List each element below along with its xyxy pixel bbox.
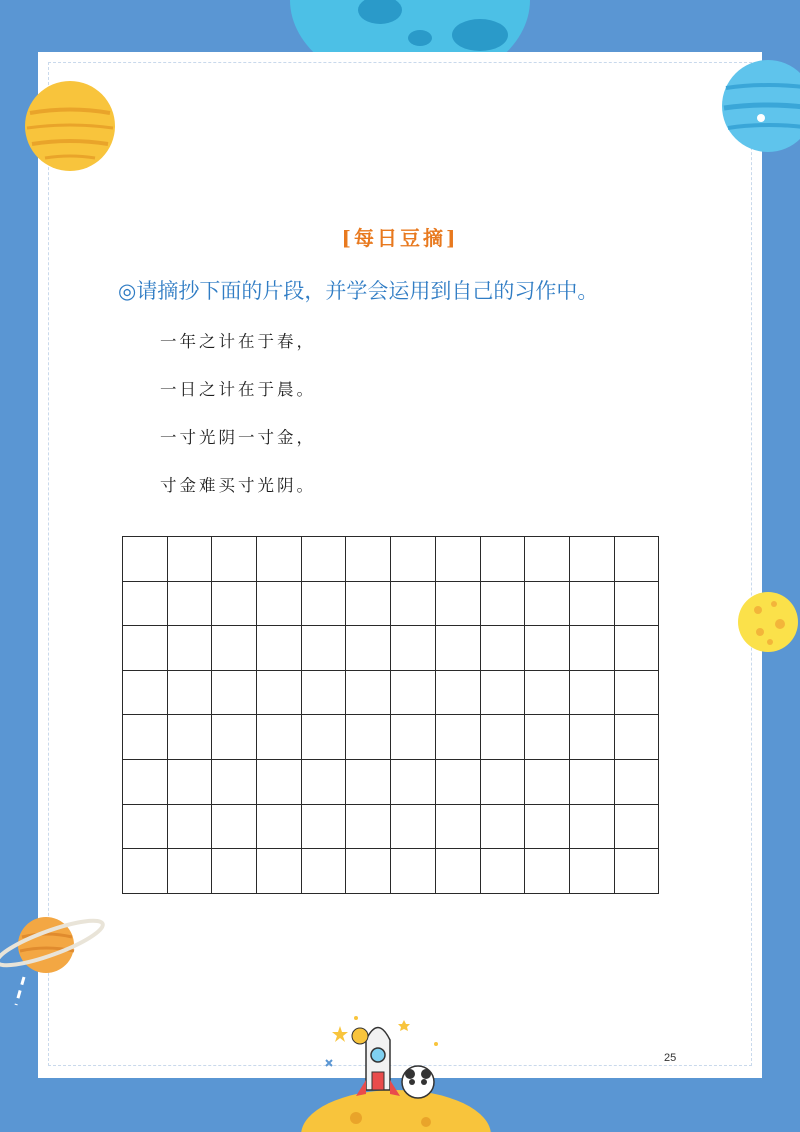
writing-cell[interactable] <box>346 537 391 582</box>
writing-cell[interactable] <box>480 759 525 804</box>
writing-cell[interactable] <box>212 537 257 582</box>
grid-row <box>123 670 659 715</box>
writing-cell[interactable] <box>257 537 302 582</box>
writing-cell[interactable] <box>212 715 257 760</box>
writing-cell[interactable] <box>435 804 480 849</box>
writing-cell[interactable] <box>525 670 570 715</box>
yellow-spotted-moon-icon <box>736 590 800 654</box>
writing-cell[interactable] <box>391 670 436 715</box>
writing-cell[interactable] <box>167 804 212 849</box>
writing-cell[interactable] <box>212 759 257 804</box>
writing-cell[interactable] <box>569 626 614 671</box>
writing-cell[interactable] <box>257 626 302 671</box>
writing-cell[interactable] <box>346 670 391 715</box>
writing-cell[interactable] <box>346 715 391 760</box>
writing-cell[interactable] <box>301 715 346 760</box>
writing-cell[interactable] <box>614 626 659 671</box>
writing-cell[interactable] <box>435 537 480 582</box>
writing-cell[interactable] <box>123 537 168 582</box>
writing-cell[interactable] <box>257 670 302 715</box>
writing-cell[interactable] <box>614 849 659 894</box>
grid-row <box>123 715 659 760</box>
writing-cell[interactable] <box>569 581 614 626</box>
writing-cell[interactable] <box>614 759 659 804</box>
writing-cell[interactable] <box>167 670 212 715</box>
writing-cell[interactable] <box>391 849 436 894</box>
writing-cell[interactable] <box>346 804 391 849</box>
ringed-planet-icon <box>0 905 110 1015</box>
writing-cell[interactable] <box>480 849 525 894</box>
grid-row <box>123 759 659 804</box>
writing-cell[interactable] <box>391 804 436 849</box>
writing-cell[interactable] <box>435 849 480 894</box>
blue-striped-planet-icon <box>716 58 800 158</box>
writing-cell[interactable] <box>123 626 168 671</box>
writing-cell[interactable] <box>480 626 525 671</box>
poem-line: 一寸光阴一寸金， <box>160 428 316 447</box>
writing-cell[interactable] <box>569 849 614 894</box>
writing-cell[interactable] <box>525 759 570 804</box>
grid-row <box>123 581 659 626</box>
writing-cell[interactable] <box>212 670 257 715</box>
writing-cell[interactable] <box>167 759 212 804</box>
writing-cell[interactable] <box>435 715 480 760</box>
writing-cell[interactable] <box>257 759 302 804</box>
writing-cell[interactable] <box>346 759 391 804</box>
section-title: [每日豆摘] <box>341 226 459 250</box>
poem-line: 寸金难买寸光阴。 <box>160 476 316 495</box>
writing-cell[interactable] <box>614 537 659 582</box>
writing-cell[interactable] <box>301 537 346 582</box>
writing-cell[interactable] <box>391 537 436 582</box>
writing-cell[interactable] <box>301 670 346 715</box>
writing-cell[interactable] <box>301 849 346 894</box>
writing-cell[interactable] <box>167 626 212 671</box>
writing-cell[interactable] <box>525 849 570 894</box>
writing-cell[interactable] <box>435 626 480 671</box>
writing-cell[interactable] <box>301 581 346 626</box>
writing-cell[interactable] <box>614 715 659 760</box>
writing-cell[interactable] <box>569 537 614 582</box>
writing-cell[interactable] <box>525 626 570 671</box>
writing-cell[interactable] <box>391 715 436 760</box>
yellow-striped-planet-icon <box>20 78 120 178</box>
writing-cell[interactable] <box>480 715 525 760</box>
writing-cell[interactable] <box>569 804 614 849</box>
writing-cell[interactable] <box>346 581 391 626</box>
instruction-text: ◎请摘抄下面的片段，并学会运用到自己的习作中。 <box>118 279 599 303</box>
writing-cell[interactable] <box>123 849 168 894</box>
writing-cell[interactable] <box>301 759 346 804</box>
writing-cell[interactable] <box>212 626 257 671</box>
writing-cell[interactable] <box>167 581 212 626</box>
writing-cell[interactable] <box>257 581 302 626</box>
writing-grid <box>122 536 659 894</box>
poem-line: 一日之计在于晨。 <box>160 380 316 399</box>
writing-cell[interactable] <box>167 537 212 582</box>
writing-cell[interactable] <box>435 581 480 626</box>
writing-cell[interactable] <box>614 804 659 849</box>
grid-row <box>123 537 659 582</box>
writing-cell[interactable] <box>480 804 525 849</box>
page-number: 25 <box>664 1052 677 1064</box>
writing-cell[interactable] <box>525 537 570 582</box>
writing-cell[interactable] <box>346 626 391 671</box>
writing-cell[interactable] <box>301 804 346 849</box>
writing-cell[interactable] <box>391 759 436 804</box>
writing-cell[interactable] <box>212 804 257 849</box>
writing-cell[interactable] <box>525 804 570 849</box>
writing-cell[interactable] <box>614 670 659 715</box>
writing-cell[interactable] <box>167 849 212 894</box>
writing-cell[interactable] <box>346 849 391 894</box>
writing-cell[interactable] <box>525 715 570 760</box>
grid-row <box>123 849 659 894</box>
writing-cell[interactable] <box>257 715 302 760</box>
writing-cell[interactable] <box>391 581 436 626</box>
writing-cell[interactable] <box>123 670 168 715</box>
writing-cell[interactable] <box>480 581 525 626</box>
writing-cell[interactable] <box>435 670 480 715</box>
writing-cell[interactable] <box>167 715 212 760</box>
writing-cell[interactable] <box>123 715 168 760</box>
writing-cell[interactable] <box>480 670 525 715</box>
writing-cell[interactable] <box>569 670 614 715</box>
grid-row <box>123 804 659 849</box>
writing-cell[interactable] <box>301 626 346 671</box>
writing-cell[interactable] <box>435 759 480 804</box>
writing-cell[interactable] <box>212 581 257 626</box>
writing-cell[interactable] <box>614 581 659 626</box>
writing-cell[interactable] <box>123 581 168 626</box>
writing-cell[interactable] <box>569 715 614 760</box>
writing-cell[interactable] <box>525 581 570 626</box>
writing-cell[interactable] <box>569 759 614 804</box>
writing-cell[interactable] <box>480 537 525 582</box>
grid-row <box>123 626 659 671</box>
rocket-and-panda-illustration <box>296 1010 496 1132</box>
writing-cell[interactable] <box>212 849 257 894</box>
writing-cell[interactable] <box>257 804 302 849</box>
writing-cell[interactable] <box>123 804 168 849</box>
poem-line: 一年之计在于春， <box>160 332 316 351</box>
writing-cell[interactable] <box>391 626 436 671</box>
writing-cell[interactable] <box>257 849 302 894</box>
writing-cell[interactable] <box>123 759 168 804</box>
